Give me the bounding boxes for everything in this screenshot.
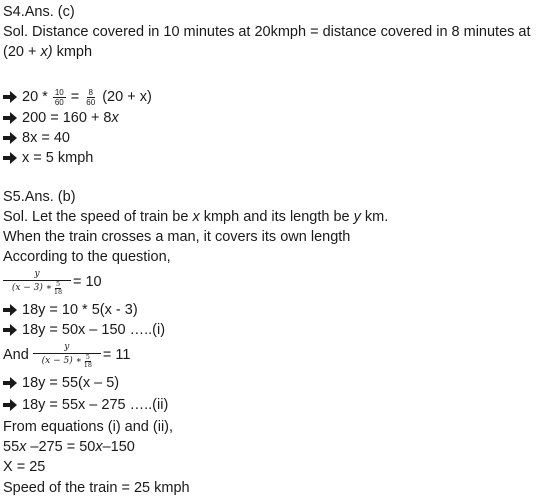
s5-line-from: From equations (i) and (ii), [3,419,174,435]
s5-heading: S5.Ans. (b) [3,189,76,205]
s5-line-speed: Speed of the train = 25 kmph [3,480,190,496]
s5-line2: When the train crosses a man, it covers its own length [3,229,351,245]
s5-eq5: 18y = 10 * 5(x - 3) [3,300,138,320]
fraction-speed-a: y (x − 3) ∗ $\frac{5}{18}$ [3,269,71,296]
s5-eq8: 18y = 55x – 275 …..(ii) [3,395,168,415]
s5-line-combined: 55x –275 = 50x–150 [3,439,135,455]
s4-sol-line2: (20 + x) kmph [3,44,93,60]
s4-heading: S4.Ans. (c) [3,4,75,20]
right-arrow-icon [3,304,17,316]
right-arrow-icon [3,132,17,144]
s5-fraction-b: And y (x − 5) ∗ $\frac{5}{18}$ = 11 [3,341,131,369]
s5-line3: According to the question, [3,249,171,265]
right-arrow-icon [3,91,17,103]
right-arrow-icon [3,399,17,411]
s5-fraction-a: y (x − 3) ∗ $\frac{5}{18}$ = 10 [3,266,102,298]
right-arrow-icon [3,152,17,164]
fraction-speed-b: y (x − 5) ∗ $\frac{5}{18}$ [33,342,101,369]
s4-eq3: 8x = 40 [3,128,70,148]
s4-eq1: 20 * $\frac{10}{60}$ = $\frac{8}{60}$ (20 + x) [3,86,152,108]
s5-line-x: X = 25 [3,459,46,475]
s5-sol-line: Sol. Let the speed of train be x kmph and its length be y km. [3,209,389,225]
s4-eq2: 200 = 160 + 8x [3,108,119,128]
s5-eq6: 18y = 50x – 150 …..(i) [3,320,165,340]
s4-eq4: x = 5 kmph [3,148,93,168]
right-arrow-icon [3,324,17,336]
s4-sol-line1: Sol. Distance covered in 10 minutes at 20kmph = distance covered in 8 minutes at [3,24,531,40]
right-arrow-icon [3,112,17,124]
fraction-10-60: $\frac{10}{60}$ [54,87,64,107]
right-arrow-icon [3,377,17,389]
fraction-8-60: $\frac{8}{60}$ [86,87,96,107]
s5-eq7: 18y = 55(x – 5) [3,373,119,393]
